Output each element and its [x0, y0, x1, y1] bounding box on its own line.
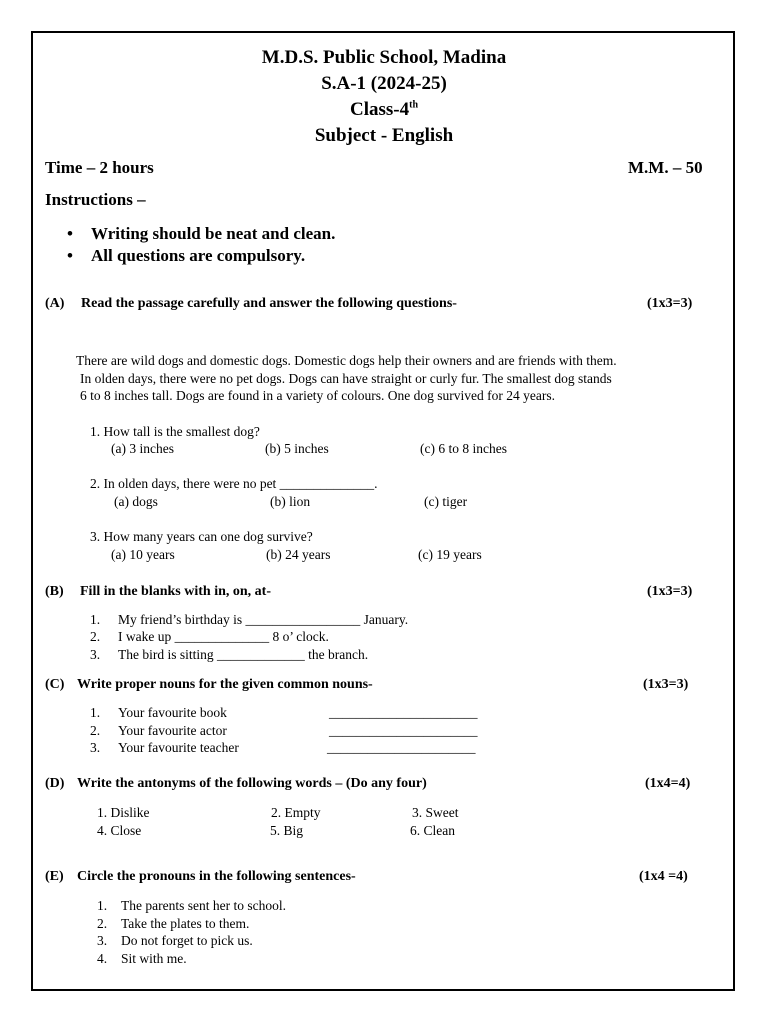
- option-c: (c) 6 to 8 inches: [420, 441, 507, 456]
- instructions-title: Instructions –: [45, 190, 146, 209]
- passage-line: There are wild dogs and domestic dogs. Domestic dogs help their owners and are friends with them.: [76, 353, 617, 368]
- question-text: 1. How tall is the smallest dog?: [90, 424, 260, 439]
- item-number: 2.: [97, 916, 108, 931]
- blank-item: My friend’s birthday is _________________ January.: [118, 612, 409, 627]
- pronoun-sentence: Sit with me.: [121, 951, 187, 966]
- antonym-word: 5. Big: [270, 823, 304, 838]
- max-marks: M.M. – 50: [628, 158, 703, 177]
- item-number: 1.: [90, 612, 101, 627]
- section-d-marks: (1x4=4): [645, 776, 691, 791]
- pronoun-sentence: The parents sent her to school.: [121, 898, 286, 913]
- item-number: 3.: [90, 647, 101, 662]
- item-number: 2.: [90, 629, 101, 644]
- time-label: Time – 2 hours: [45, 158, 154, 177]
- item-number: 3.: [90, 740, 101, 755]
- option-a: (a) 3 inches: [111, 441, 174, 456]
- option-b: (b) 5 inches: [265, 441, 329, 456]
- instruction-item: • Writing should be neat and clean.: [91, 224, 335, 244]
- section-e-label: (E): [45, 869, 64, 884]
- class-title: Class-4th: [349, 99, 419, 120]
- section-c-title: Write proper nouns for the given common nouns-: [77, 677, 373, 692]
- question-text: 2. In olden days, there were no pet ______________.: [90, 476, 378, 491]
- answer-blank: ______________________: [329, 723, 478, 738]
- section-a-label: (A): [45, 296, 65, 311]
- exam-title: S.A-1 (2024-25): [321, 73, 447, 94]
- option-c: (c) 19 years: [418, 547, 482, 562]
- option-b: (b) 24 years: [266, 547, 331, 562]
- instruction-item: • All questions are compulsory.: [91, 246, 305, 266]
- answer-blank: ______________________: [329, 705, 478, 720]
- pronoun-sentence: Take the plates to them.: [121, 916, 250, 931]
- antonym-word: 4. Close: [97, 823, 142, 838]
- section-a-marks: (1x3=3): [647, 296, 693, 311]
- item-number: 3.: [97, 933, 108, 948]
- section-e-marks: (1x4 =4): [639, 869, 688, 884]
- passage-line: 6 to 8 inches tall. Dogs are found in a variety of colours. One dog survived for 24 years.: [80, 388, 556, 403]
- item-number: 2.: [90, 723, 101, 738]
- school-name: M.D.S. Public School, Madina: [261, 47, 507, 68]
- section-c-marks: (1x3=3): [643, 677, 689, 692]
- pronoun-sentence: Do not forget to pick us.: [121, 933, 253, 948]
- antonym-word: 2. Empty: [271, 805, 321, 820]
- antonym-word: 1. Dislike: [97, 805, 150, 820]
- section-d-title: Write the antonyms of the following words – (Do any four): [77, 776, 427, 791]
- blank-item: I wake up ______________ 8 o’ clock.: [118, 629, 329, 644]
- noun-prompt: Your favourite book: [118, 705, 227, 720]
- option-a: (a) 10 years: [111, 547, 175, 562]
- section-d-label: (D): [45, 776, 65, 791]
- section-a-title: Read the passage carefully and answer the following questions-: [81, 296, 457, 311]
- noun-prompt: Your favourite teacher: [118, 740, 239, 755]
- option-c: (c) tiger: [424, 494, 468, 509]
- item-number: 4.: [97, 951, 108, 966]
- antonym-word: 6. Clean: [410, 823, 455, 838]
- item-number: 1.: [90, 705, 101, 720]
- blank-item: The bird is sitting _____________ the branch.: [118, 647, 369, 662]
- question-text: 3. How many years can one dog survive?: [90, 529, 313, 544]
- antonym-word: 3. Sweet: [412, 805, 459, 820]
- section-c-label: (C): [45, 677, 65, 692]
- noun-prompt: Your favourite actor: [118, 723, 227, 738]
- option-b: (b) lion: [270, 494, 311, 509]
- passage-line: In olden days, there were no pet dogs. Dogs can have straight or curly fur. The smallest dog stands: [80, 371, 612, 386]
- section-b-marks: (1x3=3): [647, 584, 693, 599]
- item-number: 1.: [97, 898, 108, 913]
- section-b-label: (B): [45, 584, 64, 599]
- section-b-title: Fill in the blanks with in, on, at-: [80, 584, 271, 599]
- answer-blank: ______________________: [327, 740, 476, 755]
- section-e-title: Circle the pronouns in the following sentences-: [77, 869, 356, 884]
- option-a: (a) dogs: [114, 494, 158, 509]
- subject-title: Subject - English: [314, 125, 454, 146]
